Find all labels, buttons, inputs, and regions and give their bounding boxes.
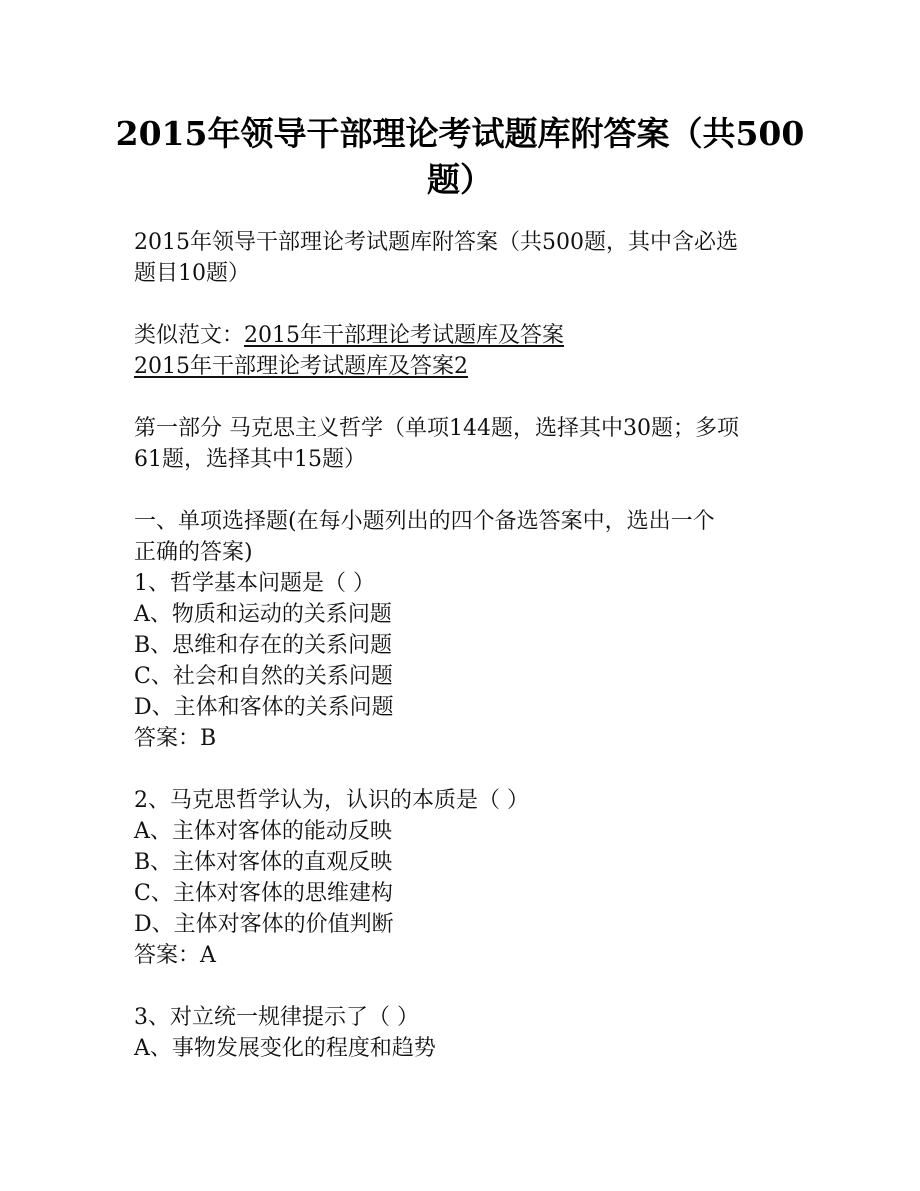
question-2-answer: 答案：A (134, 943, 216, 968)
question-3-stem: 3、对立统一规律提示了（ ） (134, 1005, 419, 1030)
question-2-option-a: A、主体对客体的能动反映 (134, 819, 392, 844)
related-essay-link-2[interactable]: 2015年干部理论考试题库及答案2 (134, 354, 468, 379)
question-1-option-b: B、思维和存在的关系问题 (134, 633, 393, 658)
document-title-line-1: 2015年领导干部理论考试题库附答案（共500 (115, 114, 805, 153)
intro-line-1: 2015年领导干部理论考试题库附答案（共500题，其中含必选 (134, 230, 738, 255)
related-essays-line-2 (134, 352, 468, 382)
question-3-option-a: A、事物发展变化的程度和趋势 (134, 1036, 436, 1061)
section-heading-line-1: 一、单项选择题(在每小题列出的四个备选答案中，选出一个 (134, 509, 715, 534)
question-2-option-d: D、主体对客体的价值判断 (134, 912, 394, 937)
question-2-option-b: B、主体对客体的直观反映 (134, 850, 393, 875)
question-1-option-c: C、社会和自然的关系问题 (134, 664, 393, 689)
section-heading-line-2: 正确的答案) (134, 540, 253, 565)
part-heading-line-2: 61题，选择其中15题） (134, 447, 366, 472)
related-essay-link-1[interactable]: 2015年干部理论考试题库及答案 (244, 323, 565, 348)
question-2-option-c: C、主体对客体的思维建构 (134, 881, 393, 906)
question-2-stem: 2、马克思哲学认为，认识的本质是（ ） (134, 788, 529, 813)
document-title (100, 111, 820, 203)
related-essays-line (134, 321, 564, 351)
part-heading-line-1: 第一部分 马克思主义哲学（单项144题，选择其中30题；多项 (134, 416, 739, 441)
intro-line-2: 题目10题） (134, 261, 250, 286)
related-essays-label: 类似范文： (134, 323, 245, 348)
question-1-stem: 1、哲学基本问题是（ ） (134, 571, 375, 596)
question-1-option-a: A、物质和运动的关系问题 (134, 602, 392, 627)
question-1-answer: 答案：B (134, 726, 217, 751)
document-title-line-2: 题） (427, 160, 493, 199)
question-1-option-d: D、主体和客体的关系问题 (134, 695, 394, 720)
